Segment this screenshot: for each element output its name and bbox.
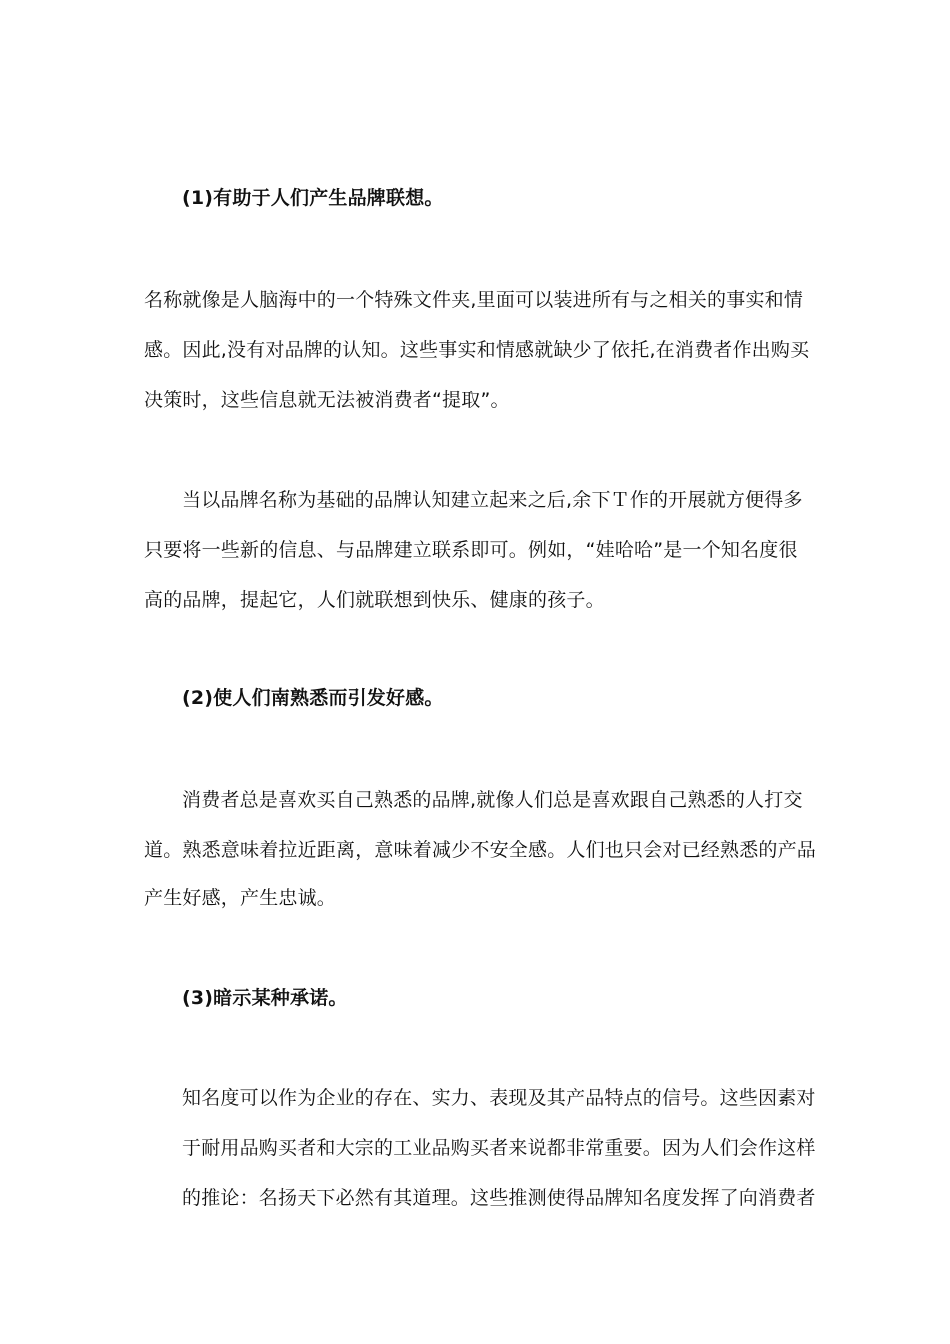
section-heading-2: (2)使人们南熟悉而引发好感。	[182, 687, 444, 709]
paragraph-line: 产生好感，产生忠诚。	[144, 887, 337, 909]
section-heading-1: (1)有助于人们产生品牌联想。	[182, 187, 444, 209]
section-heading-3: (3)暗示某种承诺。	[182, 987, 348, 1009]
paragraph-line: 消费者总是喜欢买自己熟悉的品牌,就像人们总是喜欢跟自己熟悉的人打交	[182, 789, 803, 811]
paragraph-line: 当以品牌名称为基础的品牌认知建立起来之后,余下Ｔ作的开展就方便得多	[182, 489, 803, 511]
paragraph-line: 高的品牌，提起它，人们就联想到快乐、健康的孩子。	[144, 589, 605, 611]
paragraph-line: 只要将一些新的信息、与品牌建立联系即可。例如，“娃哈哈”是一个知名度很	[144, 539, 798, 561]
paragraph-line: 感。因此,没有对品牌的认知。这些事实和情感就缺少了依托,在消费者作出购买	[144, 339, 810, 361]
paragraph-line: 的推论：名扬天下必然有其道理。这些推测使得品牌知名度发挥了向消费者	[182, 1187, 816, 1209]
paragraph-line: 名称就像是人脑海中的一个特殊文件夹,里面可以装进所有与之相关的事实和情	[144, 289, 804, 311]
paragraph-line: 知名度可以作为企业的存在、实力、表现及其产品特点的信号。这些因素对	[182, 1087, 816, 1109]
paragraph-line: 于耐用品购买者和大宗的工业品购买者来说都非常重要。因为人们会作这样	[182, 1137, 816, 1159]
paragraph-line: 决策时，这些信息就无法被消费者“提取”。	[144, 389, 510, 411]
paragraph-line: 道。熟悉意味着拉近距离，意味着减少不安全感。人们也只会对已经熟悉的产品	[144, 839, 817, 861]
